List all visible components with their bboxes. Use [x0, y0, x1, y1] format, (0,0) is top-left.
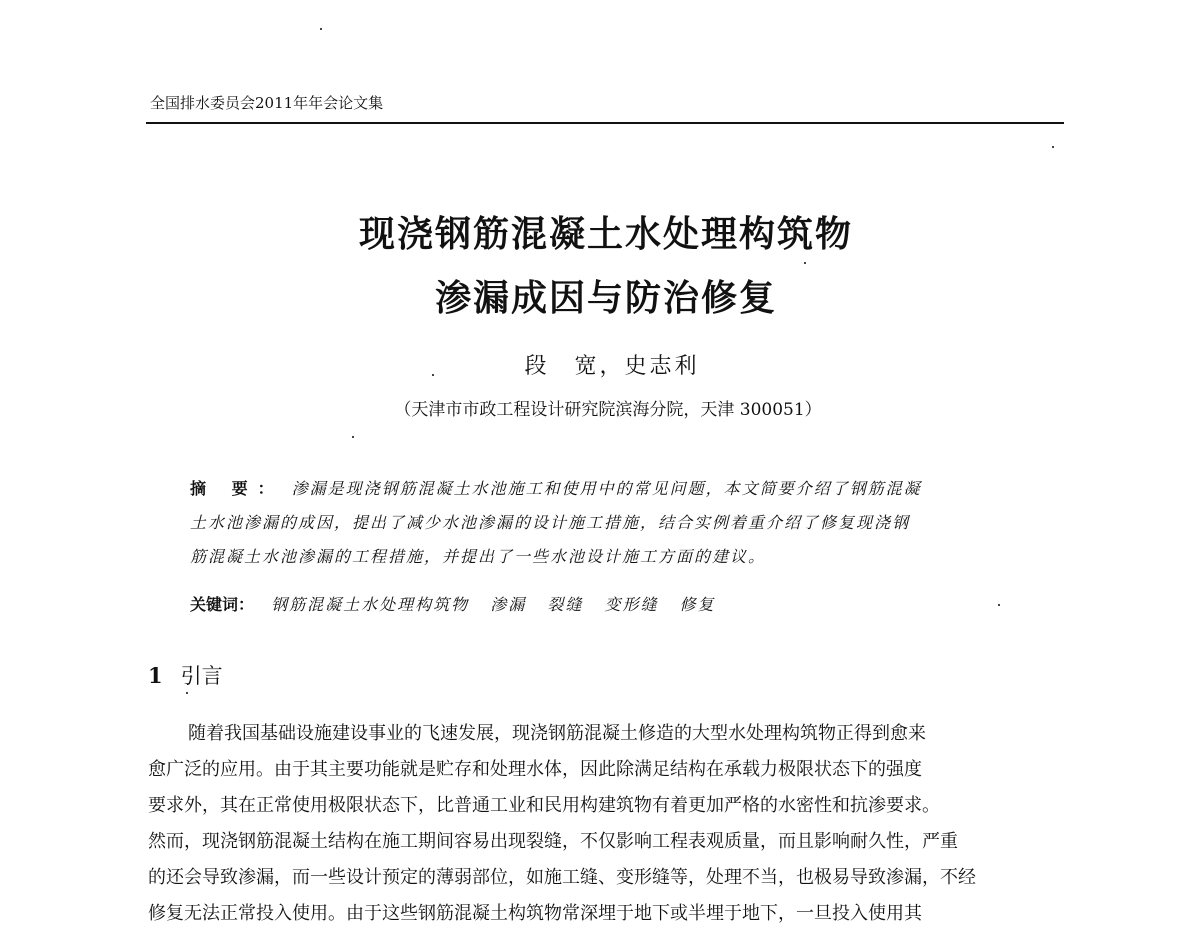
- scan-speck: [320, 28, 322, 30]
- abstract-line-3: 筋混凝土水池渗漏的工程措施，并提出了一些水池设计施工方面的建议。: [190, 547, 767, 566]
- section-title: 引言: [180, 664, 223, 688]
- body-line: 的还会导致渗漏，而一些设计预定的薄弱部位，如施工缝、变形缝等，处理不当，也极易导致渗漏，不经: [148, 867, 976, 888]
- section-heading-intro: [148, 660, 223, 690]
- header-rule: [146, 122, 1064, 124]
- paper-title-line-2: 渗漏成因与防治修复: [434, 278, 777, 319]
- affiliation: （天津市市政工程设计研究院滨海分院，天津 300051）: [394, 400, 822, 420]
- section-number: 1: [148, 663, 163, 688]
- abstract-line-2: 土水池渗漏的成因，提出了减少水池渗漏的设计施工措施，结合实例着重介绍了修复现浇钢: [190, 513, 911, 532]
- scan-speck: [998, 604, 1000, 606]
- paper-title-line-1: 现浇钢筋混凝土水处理构筑物: [358, 214, 853, 255]
- body-line: 修复无法正常投入使用。由于这些钢筋混凝土构筑物常深埋于地下或半埋于地下，一旦投入使用其: [148, 903, 922, 924]
- body-paragraph: [148, 716, 1068, 932]
- keywords: [190, 592, 732, 615]
- scan-speck: [352, 436, 354, 438]
- keyword: 钢筋混凝土水处理构筑物: [271, 595, 470, 614]
- body-line: 随着我国基础设施建设事业的飞速发展，现浇钢筋混凝土修造的大型水处理构筑物正得到愈来: [188, 723, 926, 744]
- keyword: 修复: [679, 595, 716, 614]
- body-line: 要求外，其在正常使用极限状态下，比普通工业和民用构建筑物有着更加严格的水密性和抗渗要求。: [148, 795, 940, 816]
- abstract: [190, 472, 1030, 574]
- scan-speck: [432, 374, 434, 376]
- scan-speck: [804, 262, 806, 264]
- body-line: 愈广泛的应用。由于其主要功能就是贮存和处理水体，因此除满足结构在承载力极限状态下的强度: [148, 759, 922, 780]
- scan-speck: [186, 692, 188, 694]
- keywords-label: 关键词：: [190, 595, 255, 614]
- authors: 段 宽，史志利: [524, 354, 700, 379]
- abstract-text-1: 渗漏是现浇钢筋混凝土水池施工和使用中的常见问题，本文简要介绍了钢筋混凝: [291, 479, 922, 498]
- abstract-label: 摘 要：: [190, 479, 284, 498]
- keyword: 裂缝: [547, 595, 584, 614]
- abstract-line-1: [190, 472, 1030, 506]
- running-header: 全国排水委员会2011年年会论文集: [150, 94, 384, 112]
- keyword: 渗漏: [490, 595, 527, 614]
- body-line: 然而，现浇钢筋混凝土结构在施工期间容易出现裂缝，不仅影响工程表观质量，而且影响耐久性，严重: [148, 831, 958, 852]
- scan-speck: [1052, 146, 1054, 148]
- keyword: 变形缝: [604, 595, 659, 614]
